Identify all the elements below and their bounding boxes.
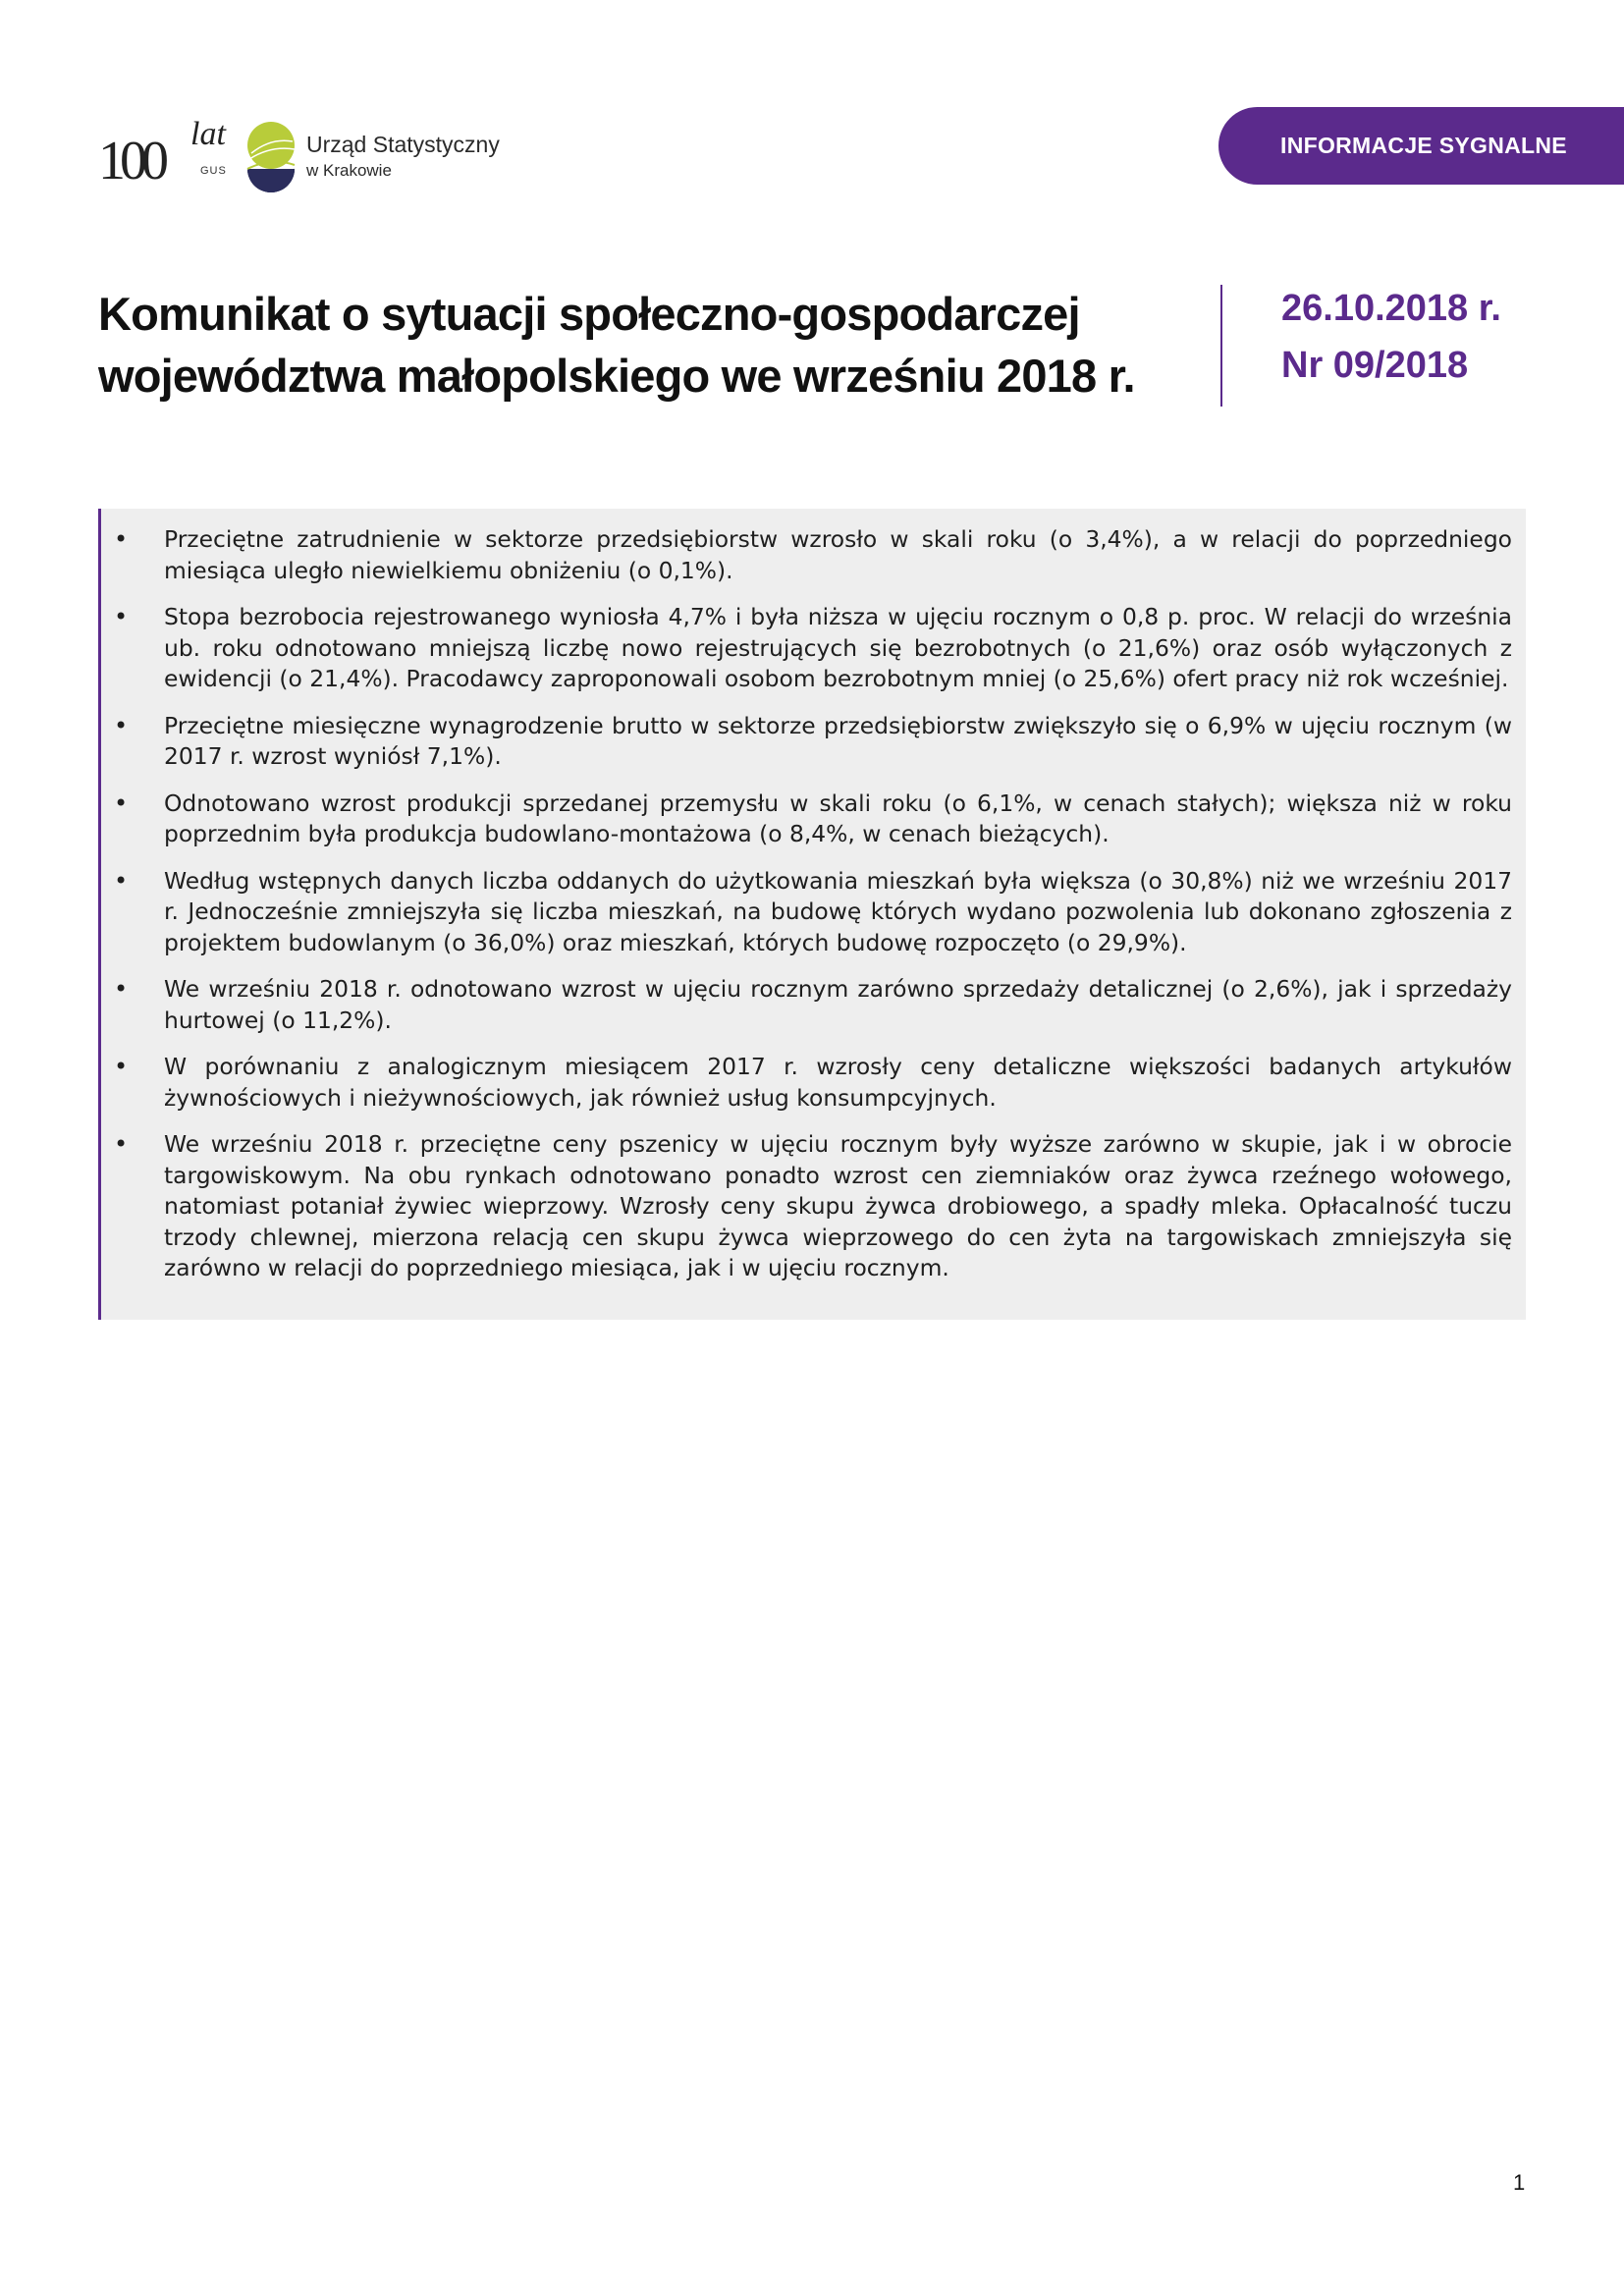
page-title-line-1: Komunikat o sytuacji społeczno-gospodarczej xyxy=(98,288,1080,340)
office-name: Urząd Statystyczny xyxy=(306,132,500,157)
summary-item-text: W porównaniu z analogicznym miesiącem 2017 r. wzrosły ceny detaliczne większości badanych artykułów żywnościowych i nieżywnościowych, jak również usług konsumpcyjnych. xyxy=(164,1053,1512,1112)
page-title xyxy=(98,283,1178,407)
summary-item xyxy=(101,711,1512,773)
summary-item xyxy=(101,602,1512,695)
summary-item-text: Przeciętne miesięczne wynagrodzenie brutto w sektorze przedsiębiorstw zwiększyło się o 6,9% w ujęciu rocznym (w 2017 r. wzrost wyniósł 7,1%). xyxy=(164,711,1512,770)
bullet-icon: • xyxy=(114,1053,129,1080)
summary-item xyxy=(101,1129,1512,1284)
bullet-icon: • xyxy=(114,711,129,739)
summary-item-text: We wrześniu 2018 r. przeciętne ceny pszenicy w ujęciu rocznym były wyższe zarówno w skupie, jak i w obrocie targowiskowym. Na obu rynkach odnotowano ponadto wzrost cen ziemniaków oraz żywca rzeźnego wołowego, natomiast potaniał żywiec wieprzowy. Wzrosły ceny skupu żywca drobiowego, a spadły mleka. Opłacalność tuczu trzody chlewnej, mierzona relacją cen skupu żywca wieprzowego do cen żyta na targowiskach zmniejszyła się zarówno w relacji do poprzedniego miesiąca, jak i w ujęciu rocznym. xyxy=(164,1130,1512,1281)
bullet-icon: • xyxy=(114,789,129,817)
logo xyxy=(98,116,511,199)
title-divider xyxy=(1220,285,1222,407)
bullet-icon: • xyxy=(114,866,129,895)
page-number: 1 xyxy=(1513,2170,1526,2195)
logo-lat-text: lat xyxy=(190,116,226,152)
logo-gus-text: GUS xyxy=(200,165,227,177)
summary-item-text: Przeciętne zatrudnienie w sektorze przedsiębiorstw wzrosło w skali roku (o 3,4%), a w relacji do poprzedniego miesiąca uległo niewielkiemu obniżeniu (o 0,1%). xyxy=(164,525,1512,584)
category-tag: INFORMACJE SYGNALNE xyxy=(1218,107,1624,185)
summary-item-text: Według wstępnych danych liczba oddanych do użytkowania mieszkań była większa (o 30,8%) niż we wrześniu 2017 r. Jednocześnie zmniejszyła się liczba mieszkań, na budowę których wydano pozwolenia lub dokonano zgłoszenia z projektem budowlanym (o 36,0%) oraz mieszkań, których budowę rozpoczęto (o 29,9%). xyxy=(164,866,1512,956)
office-city: w Krakowie xyxy=(306,161,392,180)
summary-box xyxy=(98,509,1526,1320)
summary-item-text: Stopa bezrobocia rejestrowanego wyniosła 4,7% i była niższa w ujęciu rocznym o 0,8 p. proc. W relacji do września ub. roku odnotowano mniejszą liczbę nowo rejestrujących się bezrobotnych (o 21,6%) oraz osób wyłączonych z ewidencji (o 21,4%). Pracodawcy zaproponowali osobom bezrobotnym mniej (o 25,6%) ofert pracy niż rok wcześniej. xyxy=(164,603,1512,692)
summary-item xyxy=(101,974,1512,1036)
bullet-icon: • xyxy=(114,1130,129,1158)
summary-item-text: We wrześniu 2018 r. odnotowano wzrost w ujęciu rocznym zarówno sprzedaży detalicznej (o 2,6%), jak i sprzedaży hurtowej (o 11,2%). xyxy=(164,975,1512,1034)
issue-number: Nr 09/2018 xyxy=(1281,345,1469,386)
summary-item xyxy=(101,789,1512,850)
logo-100-text: 100 xyxy=(98,131,163,191)
page-title-line-2: województwa małopolskiego we wrześniu 2018 r. xyxy=(98,350,1135,402)
summary-item xyxy=(101,866,1512,959)
bullet-icon: • xyxy=(114,603,129,630)
bullet-icon: • xyxy=(114,975,129,1003)
summary-item xyxy=(101,524,1512,586)
summary-item xyxy=(101,1052,1512,1114)
bullet-icon: • xyxy=(114,525,129,553)
summary-item-text: Odnotowano wzrost produkcji sprzedanej przemysłu w skali roku (o 6,1%, w cenach stałych); większa niż w roku poprzednim była produkcja budowlano-montażowa (o 8,4%, w cenach bieżących). xyxy=(164,789,1512,847)
logo-emblem-icon xyxy=(244,120,298,194)
summary-list xyxy=(101,524,1512,1284)
publication-date: 26.10.2018 r. xyxy=(1281,288,1501,329)
